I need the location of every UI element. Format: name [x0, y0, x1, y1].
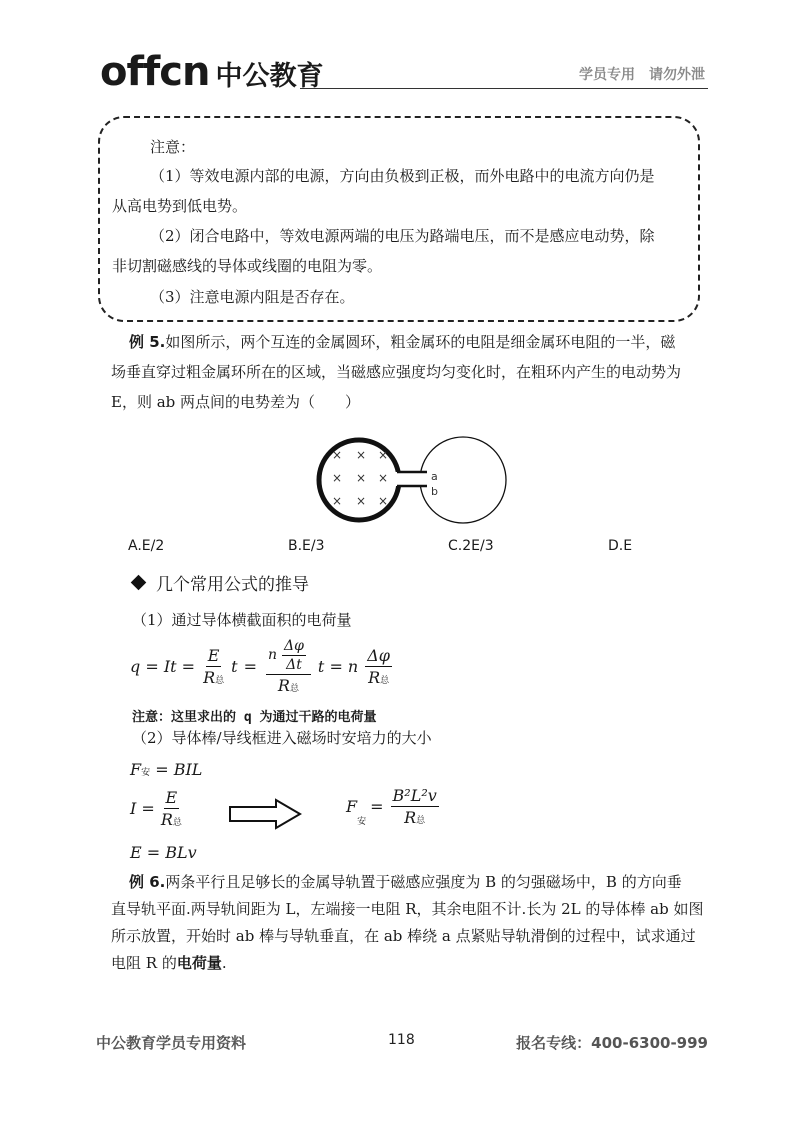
- header-tagline: 学员专用 请勿外泄: [579, 67, 705, 83]
- note-item-3: （3）注意电源内阻是否存在。: [150, 288, 355, 306]
- field-mark: ×: [377, 494, 389, 508]
- field-mark: ×: [355, 471, 367, 485]
- example-6-line-1: [111, 868, 707, 896]
- example-5-line-3: E，则 ab 两点间的电势差为（ ）: [111, 393, 361, 411]
- choice-a: A.E/2: [128, 538, 165, 554]
- logo-latin-text: offcn: [100, 49, 210, 95]
- field-mark: ×: [377, 471, 389, 485]
- example-6-line-2: 直导轨平面.两导轨间距为 L，左端接一电阻 R，其余电阻不计.长为 2L 的导体棒 ab 如图: [111, 900, 704, 918]
- charge-formula: [130, 636, 395, 696]
- note-title: 注意：: [150, 138, 196, 156]
- example-5-text-1: 如图所示，两个互连的金属圆环，粗金属环的电阻是细金属环电阻的一半，磁: [165, 333, 676, 351]
- formula-q-lhs: q = It =: [130, 656, 196, 676]
- channel-gap: [395, 472, 423, 486]
- example-6-line-4: 电阻 R 的电荷量.: [111, 954, 227, 972]
- field-mark: ×: [331, 471, 343, 485]
- emf-formula: E = BLv: [130, 843, 197, 862]
- fraction-E-over-R: $\frac{E}{\text{R总}}$: [203, 645, 225, 687]
- section-heading: [133, 570, 309, 595]
- magnetic-field-marks: [332, 448, 388, 508]
- example-5-line-1: [111, 328, 707, 356]
- example-6-line-3: 所示放置，开始时 ab 棒与导轨垂直，在 ab 棒绕 a 点紧贴导轨滑倒的过程中，试求通过: [111, 927, 696, 945]
- formula-eq: =: [243, 656, 257, 676]
- force-result-formula: F 安 = $\frac{\text{B²L²v}}{\text{R总}}$: [346, 786, 437, 827]
- note-item-2-line-1: （2）闭合电路中，等效电源两端的电压为路端电压，而不是感应电动势，除: [150, 227, 655, 245]
- two-ring-figure: [315, 432, 515, 544]
- header-rule: [300, 88, 708, 89]
- section-title: 几个常用公式的推导: [156, 575, 309, 595]
- choice-c: C.2E/3: [448, 538, 494, 554]
- footer-left: 中公教育学员专用资料: [96, 1034, 247, 1052]
- note-item-1-line-1: （1）等效电源内部的电源，方向由负极到正极，而外电路中的电流方向仍是: [150, 167, 655, 185]
- formula-item-1: （1）通过导体横截面积的电荷量: [132, 611, 352, 629]
- offcn-logo: [100, 38, 324, 95]
- field-mark: ×: [377, 448, 389, 462]
- bold-charge-word: 电荷量: [176, 954, 222, 972]
- choice-b: B.E/3: [288, 538, 325, 554]
- fraction-dphi-over-R: $\frac{\Delta\varphi}{\text{R总}}$: [367, 645, 390, 687]
- logo-chinese-text: 中公教育: [215, 60, 324, 92]
- fraction-emf-over-R: n $\frac{\Delta\varphi}{\Delta t}$ R总: [266, 638, 311, 695]
- point-a-label: a: [431, 470, 438, 483]
- example-6-label: 例 6.: [129, 873, 166, 891]
- ampere-force-formula: F安 = BIL: [130, 760, 203, 779]
- diamond-bullet-icon: [131, 575, 147, 591]
- right-arrow-icon: [228, 798, 304, 830]
- example-6-text-1: 两条平行且足够长的金属导轨置于磁感应强度为 B 的匀强磁场中，B 的方向垂: [165, 873, 682, 891]
- choice-d: D.E: [608, 538, 633, 554]
- point-b-label: b: [431, 485, 438, 498]
- field-mark: ×: [331, 494, 343, 508]
- page-number: 118: [388, 1032, 415, 1048]
- example-5-label: 例 5.: [129, 333, 166, 351]
- formula-t: t: [231, 656, 238, 676]
- field-mark: ×: [355, 494, 367, 508]
- footer-hotline: 报名专线：400-6300-999: [516, 1034, 708, 1052]
- note-item-1-line-2: 从高电势到低电势。: [112, 197, 248, 215]
- example-5-line-2: 场垂直穿过粗金属环所在的区域，当磁感应强度均匀变化时，在粗环内产生的电动势为: [111, 363, 682, 381]
- field-mark: ×: [331, 448, 343, 462]
- charge-note: 注意：这里求出的 q 为通过干路的电荷量: [132, 710, 377, 725]
- note-item-2-line-2: 非切割磁感线的导体或线圈的电阻为零。: [112, 257, 383, 275]
- formula-item-2: （2）导体棒/导线框进入磁场时安培力的大小: [132, 729, 432, 747]
- current-formula: I = $\frac{E}{\text{R总}}$: [130, 788, 182, 829]
- field-mark: ×: [355, 448, 367, 462]
- formula-t-eq-n: t = n: [317, 656, 359, 676]
